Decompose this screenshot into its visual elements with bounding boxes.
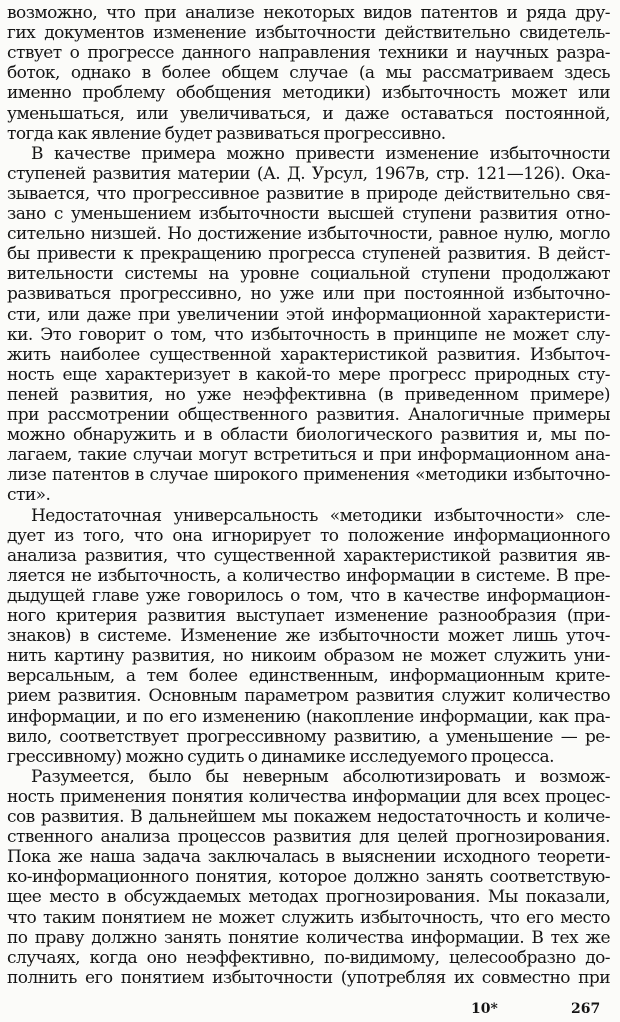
text-line: ственного анализа процессов развития для целей прогнозирования.	[7, 827, 610, 848]
text-line: анализа развития, что существенной характеристикой развития яв-	[7, 545, 610, 566]
text-line: ступеней развития материи (А. Д. Урсул, 1967в, стр. 121—126). Ока-	[7, 163, 610, 184]
text-line: лизе патентов в случае широкого применения «методики избыточно-	[7, 465, 610, 486]
text-line: бы привести к прекращению прогресса ступеней развития. В дейст-	[7, 244, 610, 265]
text-line: сительно низшей. Но достижение избыточности, равное нулю, могло	[7, 224, 610, 245]
text-line: лагаем, такие случаи могут встретиться и при информационном ана-	[7, 445, 610, 466]
text-line: жить наиболее существенной характеристикой развития. Избыточ-	[7, 344, 610, 365]
text-line: по праву должно занять понятие количества информации. В тех же	[7, 927, 610, 948]
text-line: можно обнаружить и в области биологического развития и, мы по-	[7, 425, 610, 446]
text-line: уменьшаться, или увеличиваться, и даже оставаться постоянной,	[7, 103, 610, 124]
text-line: боток, однако в более общем случае (а мы рассматриваем здесь	[7, 63, 610, 84]
text-line: дует из того, что она игнорирует то положение информационного	[7, 525, 610, 546]
text-line: тогда как явление будет развиваться прогрессивно.	[7, 123, 446, 144]
text-line: Разумеется, было бы неверным абсолютизировать и возмож-	[31, 766, 610, 787]
text-line: возможно, что при анализе некоторых видов патентов и ряда дру-	[7, 3, 610, 23]
text-line: ки. Это говорит о том, что избыточность в принципе не может слу-	[7, 324, 610, 345]
text-line: версальным, а тем более единственным, информационным крите-	[7, 666, 610, 687]
text-line: именно проблему обобщения методики) избыточность может или	[7, 83, 610, 104]
text-line: грессивному) можно судить о динамике исследуемого процесса.	[7, 746, 554, 767]
text-line: случаях, когда оно неэффективно, по-видимому, целесообразно до-	[7, 947, 610, 968]
text-line: что таким понятием не может служить избыточность, что его место	[7, 907, 610, 928]
text-line: пеней развития, но уже неэффективна (в приведенном примере)	[7, 384, 610, 405]
text-line: полнить его понятием избыточности (употребляя их совместно при	[7, 967, 610, 988]
text-line: ляется не избыточность, а количество информации в системе. В пре-	[7, 565, 610, 586]
text-line: зывается, что прогрессивное развитие в природе действительно свя-	[7, 183, 610, 204]
text-line: ность применения понятия количества информации для всех процес-	[7, 786, 610, 807]
text-line: сти, или даже при увеличении этой информационной характеристи-	[7, 304, 610, 325]
text-line: В качестве примера можно привести изменение избыточности	[31, 143, 610, 164]
text-line: сти».	[7, 485, 51, 506]
text-line: при рассмотрении общественного развития. Аналогичные примеры	[7, 405, 610, 425]
text-line: вило, соответствует прогрессивному развитию, а уменьшение — ре-	[7, 726, 610, 747]
text-line: информации, и по его изменению (накопление информации, как пра-	[7, 706, 610, 727]
text-line: рием развития. Основным параметром развития служит количество	[7, 686, 610, 707]
text-line: ко-информационного понятия, которое должно занять соответствую-	[7, 867, 610, 888]
text-line: Пока же наша задача заключалась в выяснении исходного теорети-	[7, 847, 610, 868]
text-line: ствует о прогрессе данного направления техники и научных разра-	[7, 43, 610, 64]
text-line: ность еще характеризует в какой-то мере прогресс природных сту-	[7, 364, 610, 385]
text-line: вительности системы на уровне социальной ступени продолжают	[7, 264, 610, 285]
signature-mark: 10*	[471, 1001, 498, 1017]
text-line: знаков) в системе. Изменение же избыточности может лишь уточ-	[7, 626, 610, 647]
text-line: щее место в обсуждаемых методах прогнозирования. Мы показали,	[7, 887, 610, 908]
text-line: гих документов изменение избыточности действительно свидетель-	[7, 23, 610, 44]
text-line: зано с уменьшением избыточности высшей ступени развития отно-	[7, 204, 610, 224]
text-line: ного критерия развития выступает изменение разнообразия (при-	[7, 606, 610, 626]
page-number: 267	[571, 1001, 601, 1017]
text-line: нить картину развития, но никоим образом не может служить уни-	[7, 646, 610, 667]
text-line: дыдущей главе уже говорилось о том, что в качестве информацион-	[7, 585, 610, 606]
text-line: сов развития. В дальнейшем мы покажем недостаточность и количе-	[7, 807, 610, 827]
text-line: Недостаточная универсальность «методики избыточности» сле-	[31, 505, 610, 526]
text-line: развиваться прогрессивно, но уже или при постоянной избыточно-	[7, 284, 610, 305]
